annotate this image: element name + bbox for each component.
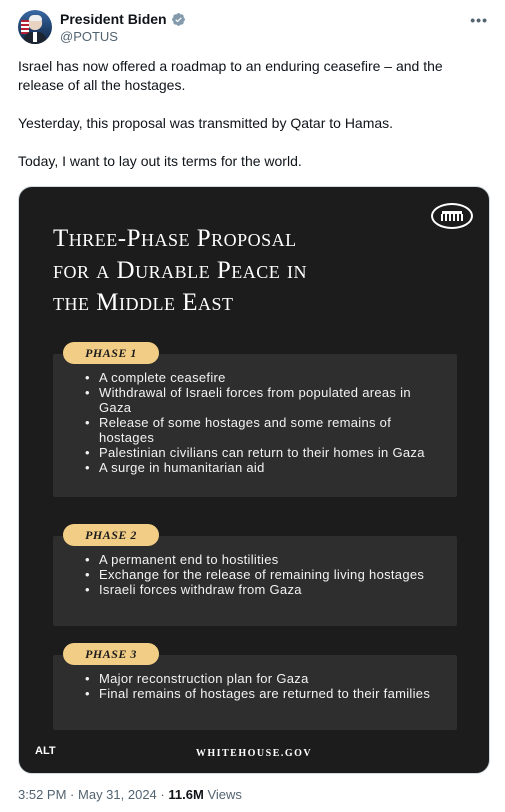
tweet-paragraph: Today, I want to lay out its terms for the world. <box>18 153 302 169</box>
post-date[interactable]: May 31, 2024 <box>78 787 157 802</box>
site-url: WHITEHOUSE.GOV <box>195 748 313 759</box>
avatar[interactable] <box>18 10 52 44</box>
tweet-footer <box>18 787 242 802</box>
alt-text-button[interactable]: ALT <box>31 743 60 759</box>
list-item: • A complete ceasefire <box>99 370 441 385</box>
verified-badge-icon <box>171 12 186 27</box>
phase-3-panel <box>53 655 457 730</box>
tweet-header <box>18 10 488 50</box>
seal-columns <box>441 214 463 221</box>
list-item: • Release of some hostages and some remains of hostages <box>99 415 441 445</box>
phase-2-panel <box>53 536 457 626</box>
tweet-text <box>18 57 488 190</box>
phase-2-list <box>53 536 457 605</box>
list-item: • Major reconstruction plan for Gaza <box>99 671 441 686</box>
tweet-image[interactable] <box>18 186 490 774</box>
list-item: • Israeli forces withdraw from Gaza <box>99 582 441 597</box>
views-label: Views <box>207 787 242 802</box>
avatar-shirt <box>33 32 37 42</box>
separator: · <box>160 787 165 802</box>
title-line: Three-Phase Proposal <box>53 225 297 252</box>
white-house-building-icon <box>440 211 464 221</box>
list-item: • Palestinian civilians can return to their homes in Gaza <box>99 445 441 460</box>
list-item: • Withdrawal of Israeli forces from populated areas in Gaza <box>99 385 441 415</box>
phase-1-list <box>53 354 457 483</box>
separator: · <box>70 787 75 802</box>
phase-2-label: PHASE 2 <box>63 524 159 546</box>
avatar-hair <box>29 15 42 21</box>
list-item: • Exchange for the release of remaining living hostages <box>99 567 441 582</box>
phase-1-panel <box>53 354 457 497</box>
author-handle[interactable]: @POTUS <box>60 29 118 44</box>
tweet-paragraph: Yesterday, this proposal was transmitted by Qatar to Hamas. <box>18 115 394 131</box>
list-item: • Final remains of hostages are returned to their families <box>99 686 441 701</box>
title-line: the Middle East <box>53 289 234 316</box>
post-time[interactable]: 3:52 PM <box>18 787 67 802</box>
tweet-paragraph: Israel has now offered a roadmap to an enduring ceasefire – and the release of all the hostages. <box>18 58 443 93</box>
list-item: • A permanent end to hostilities <box>99 552 441 567</box>
phase-3-label: PHASE 3 <box>63 643 159 665</box>
author-name-row <box>60 11 186 27</box>
phase-1-label: PHASE 1 <box>63 342 159 364</box>
more-options-icon[interactable]: ••• <box>470 12 488 28</box>
author-name[interactable]: President Biden <box>60 11 167 27</box>
image-title <box>53 223 453 319</box>
views-count[interactable]: 11.6M <box>168 787 204 802</box>
title-line: for a Durable Peace in <box>53 257 307 284</box>
list-item: • A surge in humanitarian aid <box>99 460 441 475</box>
